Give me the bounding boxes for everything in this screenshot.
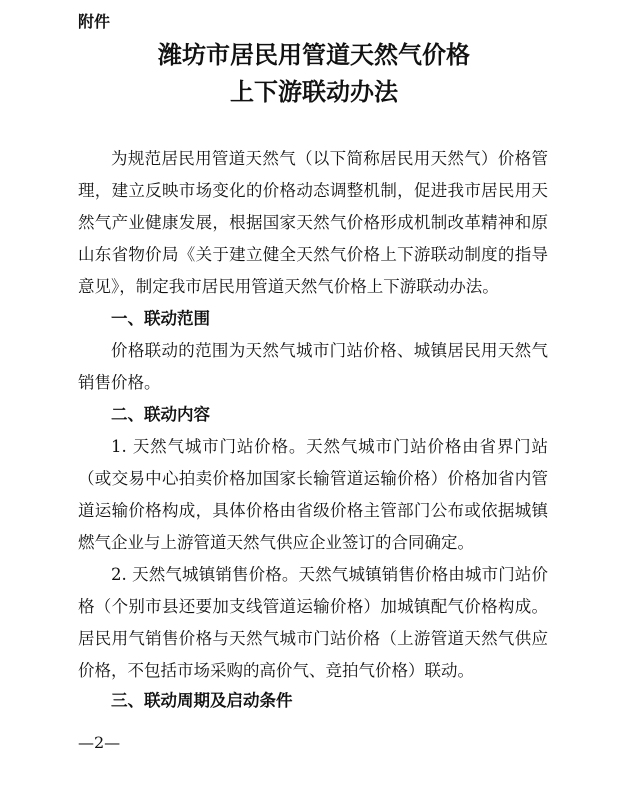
section-2-item-2-line-1: 2. 天然气城镇销售价格。天然气城镇销售价格由城市门站价 — [111, 565, 548, 584]
section-2-item-2-line-3: 居民用气销售价格与天然气城市门站价格（上游管道天然气供应 — [78, 629, 548, 648]
attachment-label: 附件 — [78, 12, 111, 31]
intro-line-4: 山东省物价局《关于建立健全天然气价格上下游联动制度的指导 — [78, 245, 548, 264]
section-2-item-1-line-3: 道运输价格构成，具体价格由省级价格主管部门公布或依据城镇 — [78, 501, 548, 520]
section-1-line-2: 销售价格。 — [78, 373, 161, 392]
section-3-heading: 三、联动周期及启动条件 — [111, 691, 293, 710]
document-title-line-1: 潍坊市居民用管道天然气价格 — [158, 40, 470, 69]
section-1-line-1: 价格联动的范围为天然气城市门站价格、城镇居民用天然气 — [111, 341, 548, 360]
section-2-item-2-line-2: 格（个别市县还要加支线管道运输价格）加城镇配气价格构成。 — [78, 597, 548, 616]
intro-line-2: 理，建立反映市场变化的价格动态调整机制，促进我市居民用天 — [78, 181, 548, 200]
section-2-item-1-line-1: 1. 天然气城市门站价格。天然气城市门站价格由省界门站 — [111, 437, 548, 456]
section-2-heading: 二、联动内容 — [111, 405, 210, 424]
page-number: —2— — [78, 733, 121, 752]
intro-line-5: 意见》，制定我市居民用管道天然气价格上下游联动办法。 — [78, 277, 499, 296]
document-title-line-2: 上下游联动办法 — [230, 77, 398, 106]
intro-line-1: 为规范居民用管道天然气（以下简称居民用天然气）价格管 — [111, 149, 548, 168]
section-2-item-1-line-2: （或交易中心拍卖价格加国家长输管道运输价格）价格加省内管 — [78, 469, 548, 488]
section-1-heading: 一、联动范围 — [111, 309, 210, 328]
section-2-item-2-line-4: 价格，不包括市场采购的高价气、竞拍气价格）联动。 — [78, 661, 474, 680]
section-2-item-1-line-4: 燃气企业与上游管道天然气供应企业签订的合同确定。 — [78, 533, 474, 552]
intro-line-3: 然气产业健康发展，根据国家天然气价格形成机制改革精神和原 — [78, 213, 548, 232]
